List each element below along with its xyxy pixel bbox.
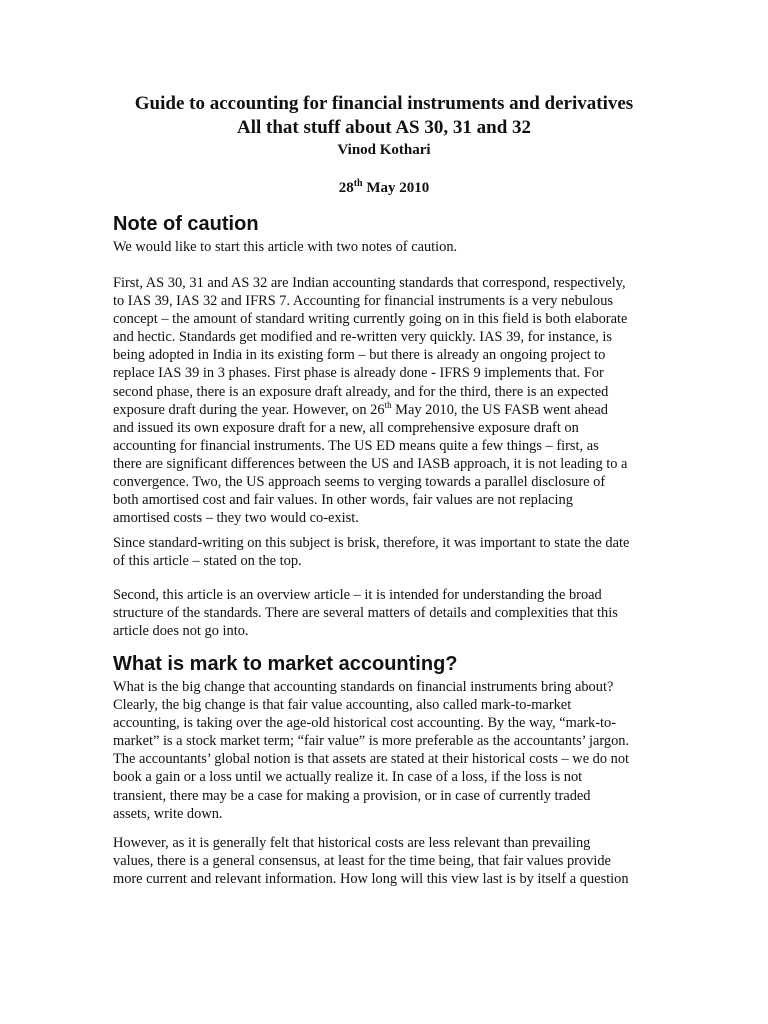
- document-title-line-1: Guide to accounting for financial instruments and derivatives: [134, 93, 634, 114]
- text-line: First, AS 30, 31 and AS 32 are Indian accounting standards that correspond, respectively,: [113, 275, 626, 291]
- document-title-line-2: All that stuff about AS 30, 31 and 32: [236, 117, 532, 138]
- text-fragment: May 2010, the US FASB went ahead: [391, 401, 608, 418]
- text-line: assets, write down.: [113, 805, 223, 822]
- text-line: Since standard-writing on this subject is brisk, therefore, it was important to state the date: [113, 535, 630, 551]
- text-line: there are significant differences between the US and IASB approach, it is not leading to a: [113, 455, 628, 472]
- text-line: We would like to start this article with two notes of caution.: [113, 239, 458, 255]
- mtm-paragraph-1: [113, 678, 658, 823]
- caution-paragraph-2: [113, 274, 658, 527]
- text-line: However, as it is generally felt that historical costs are less relevant than prevailing: [113, 835, 591, 851]
- text-line: second phase, there is an exposure draft already, and for the third, there is an expected: [113, 383, 609, 400]
- text-line: Second, this article is an overview article – it is intended for understanding the broad: [113, 587, 602, 603]
- text-line: book a gain or a loss until we actually realize it. In case of a loss, if the loss is not: [113, 769, 583, 786]
- superscript-th: th: [384, 399, 392, 410]
- caution-paragraph-3: [113, 534, 658, 570]
- section-heading-mark-to-market: What is mark to market accounting?: [113, 653, 458, 675]
- date-month-year: May 2010: [362, 180, 430, 196]
- text-line: concept – the amount of standard writing currently going on in this field is both elaborate: [113, 311, 628, 328]
- text-line: What is the big change that accounting standards on financial instruments bring about?: [113, 679, 614, 695]
- text-line: replace IAS 39 in 3 phases. First phase is already done - IFRS 9 implements that. For: [113, 365, 604, 382]
- text-line: more current and relevant information. How long will this view last is by itself a question: [113, 871, 629, 888]
- text-line: amortised costs – they two would co-exist.: [113, 510, 359, 527]
- text-line: The accountants’ global notion is that assets are stated at their historical costs – we do not: [113, 751, 630, 768]
- text-line: article does not go into.: [113, 623, 249, 640]
- document-date: [0, 178, 768, 198]
- text-line: being adopted in India in its existing form – but there is already an ongoing project to: [113, 347, 606, 364]
- text-line: and issued its own exposure draft for a new, all comprehensive exposure draft on: [113, 419, 579, 436]
- section-heading-note-of-caution: Note of caution: [113, 213, 259, 235]
- text-line: and hectic. Standards get modified and re-written very quickly. IAS 39, for instance, is: [113, 329, 612, 346]
- text-line: [113, 401, 658, 419]
- date-day: 28: [338, 180, 354, 196]
- text-line: structure of the standards. There are several matters of details and complexities that this: [113, 605, 618, 622]
- text-line: market” is a stock market term; “fair value” is more preferable as the accountants’ jargon.: [113, 733, 630, 750]
- mtm-paragraph-2: [113, 834, 658, 888]
- caution-paragraph-1: [113, 238, 658, 256]
- text-line: transient, there may be a case for making a provision, or in case of currently traded: [113, 787, 591, 804]
- text-line: to IAS 39, IAS 32 and IFRS 7. Accounting for financial instruments is a very nebulous: [113, 293, 614, 310]
- text-line: accounting for financial instruments. The US ED means quite a few things – first, as: [113, 437, 599, 454]
- text-fragment: exposure draft during the year. However, on 26: [113, 401, 385, 418]
- text-line: accounting, is taking over the age-old historical cost accounting. By the way, “mark-to-: [113, 715, 616, 732]
- text-line: values, there is a general consensus, at least for the time being, that fair values provide: [113, 853, 611, 870]
- text-line: both amortised cost and fair values. In other words, fair values are not replacing: [113, 492, 573, 509]
- text-line: convergence. Two, the US approach seems to verging towards a parallel disclosure of: [113, 474, 606, 491]
- author-name: Vinod Kothari: [337, 142, 431, 158]
- date-day-suffix: th: [353, 178, 363, 189]
- caution-paragraph-4: [113, 586, 658, 640]
- text-line: of this article – stated on the top.: [113, 553, 302, 570]
- text-line: Clearly, the big change is that fair value accounting, also called mark-to-market: [113, 697, 572, 714]
